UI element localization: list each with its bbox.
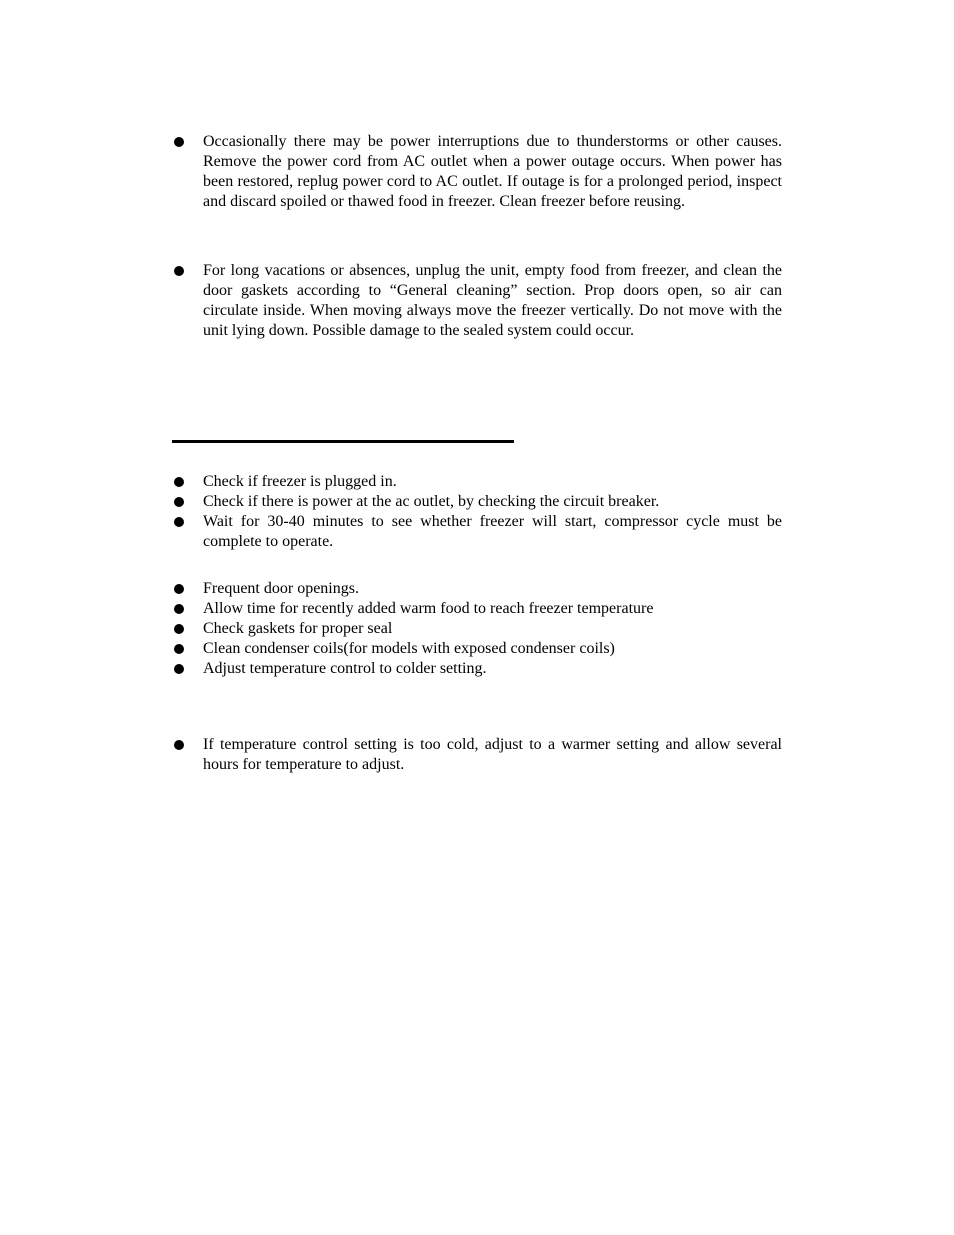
list-item-text: Allow time for recently added warm food to reach freezer temperature [203,600,654,617]
bullet-icon [174,664,184,674]
bullet-icon [174,624,184,634]
list-item-text: Adjust temperature control to colder setting. [203,660,487,677]
bullet-icon [174,477,184,487]
not-operating-list [172,472,782,552]
list-item [172,599,782,619]
power-interruption-section [172,132,782,212]
bullet-icon [174,517,184,527]
too-cold-list [172,735,782,775]
list-item-text: If temperature control setting is too cold, adjust to a warmer setting and allow several hours for temperature to adjust. [203,736,782,773]
vacation-list [172,261,782,341]
too-cold-section [172,735,782,775]
bullet-icon [174,644,184,654]
list-item-text: For long vacations or absences, unplug the unit, empty food from freezer, and clean the door gaskets according to “General cleaning” section. Prop doors open, so air can circulate inside. When moving always move the freezer vertically. Do not move with the unit lying down. Possible damage to the sealed system could occur. [203,262,782,339]
section-divider [172,440,514,443]
list-item [172,512,782,552]
list-item [172,735,782,775]
list-item [172,619,782,639]
list-item [172,261,782,341]
list-item-text: Clean condenser coils(for models with exposed condenser coils) [203,640,615,657]
too-warm-list [172,579,782,679]
list-item [172,579,782,599]
vacation-section [172,261,782,341]
bullet-icon [174,740,184,750]
list-item [172,639,782,659]
bullet-icon [174,584,184,594]
list-item [172,659,782,679]
list-item [172,492,782,512]
list-item-text: Check if freezer is plugged in. [203,473,397,490]
bullet-icon [174,604,184,614]
too-warm-section [172,579,782,679]
bullet-icon [174,137,184,147]
list-item [172,132,782,212]
list-item-text: Occasionally there may be power interruptions due to thunderstorms or other causes. Remove the power cord from AC outlet when a power outage occurs. When power has been restored, replug power cord to AC outlet. If outage is for a prolonged period, inspect and discard spoiled or thawed food in freezer. Clean freezer before reusing. [203,133,782,210]
not-operating-section [172,472,782,552]
bullet-icon [174,497,184,507]
list-item-text: Check gaskets for proper seal [203,620,393,637]
list-item-text: Wait for 30-40 minutes to see whether freezer will start, compressor cycle must be complete to operate. [203,513,782,550]
list-item-text: Frequent door openings. [203,580,359,597]
power-interruption-list [172,132,782,212]
list-item [172,472,782,492]
list-item-text: Check if there is power at the ac outlet, by checking the circuit breaker. [203,493,660,510]
bullet-icon [174,266,184,276]
